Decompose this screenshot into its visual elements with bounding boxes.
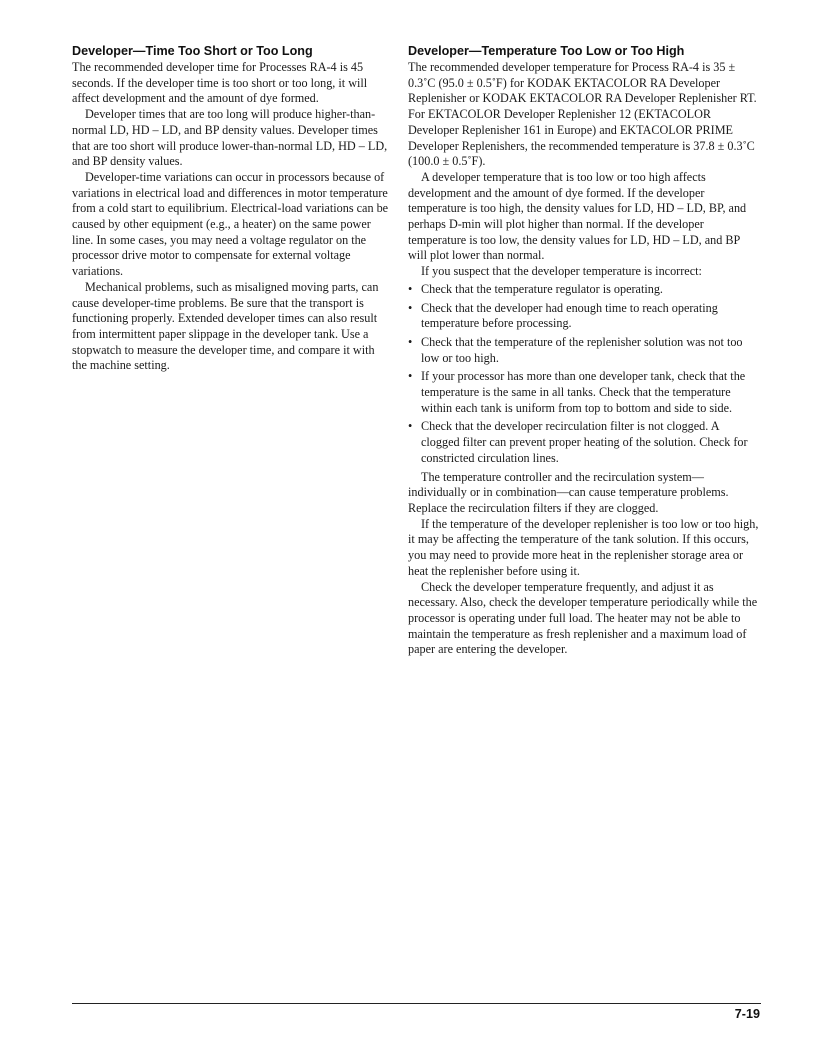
list-item-text: If your processor has more than one developer tank, check that the temperature is the same in all tanks. Check that the temperature within each tank is uniform from top to bottom and side to side. [421, 369, 746, 415]
body-paragraph: The recommended developer time for Processes RA-4 is 45 seconds. If the developer time is too short or too long, it will affect development and the amount of dye formed. [72, 60, 368, 106]
body-paragraph: If you suspect that the developer temperature is incorrect: [421, 264, 702, 279]
list-item-text: Check that the temperature of the replenisher solution was not too low or too high. [421, 334, 743, 365]
list-item-text: Check that the developer recirculation filter is not clogged. A clogged filter can prevent proper heating of the solution. Check for constricted circulation lines. [421, 419, 748, 465]
list-item [408, 282, 760, 298]
list-item [408, 419, 760, 466]
right-column [408, 44, 760, 658]
body-paragraph: If the temperature of the developer replenisher is too low or too high, it may be affecting the temperature of the tank solution. If this occurs, you may need to provide more heat in the replenisher storage area or heat the replenisher before using it. [408, 516, 759, 578]
body-paragraph: Check the developer temperature frequently, and adjust it as necessary. Also, check the developer temperature periodically while the processor is operating under full load. The heater may not be able to maintain the temperature as fresh replenisher and a maximum load of paper are entering the developer. [408, 579, 758, 657]
bullet-icon: • [408, 300, 413, 315]
body-paragraph: Developer-time variations can occur in processors because of variations in electrical load and differences in motor temperature from a cold start to equilibrium. Electrical-load variations can be caused by other equipment (e.g., a heater) on the same power line. In some cases, you may need a voltage regulator on the processor drive motor to compensate for external voltage variations. [72, 169, 389, 279]
body-paragraph: The recommended developer temperature for Process RA-4 is 35 ± 0.3˚C (95.0 ± 0.5˚F) for KODAK EKTACOLOR RA Developer Replenisher or KODAK EKTACOLOR RA Developer Replenisher RT. For EKTACOLOR Developer Replenisher 12 (EKTACOLOR Developer Replenisher 161 in Europe) and EKTACOLOR PRIME Developer Replenishers, the recommended temperature is 37.8 ± 0.3˚C (100.0 ± 0.5˚F). [408, 60, 757, 169]
bullet-icon: • [408, 369, 413, 384]
page-number: 7-19 [734, 1007, 760, 1021]
list-item [408, 369, 760, 416]
list-item-text: Check that the developer had enough time to reach operating temperature before processing. [421, 300, 718, 331]
body-paragraph: Developer times that are too long will produce higher-than-normal LD, HD – LD, and BP density values. Developer times that are too short will produce lower-than-normal LD, HD – LD, and BP density values. [72, 107, 388, 169]
section-heading-developer-time: Developer—Time Too Short or Too Long [72, 44, 313, 58]
list-item [408, 335, 760, 366]
checklist [408, 282, 760, 467]
footer-divider [72, 1003, 761, 1004]
left-column [72, 44, 390, 374]
body-paragraph: Mechanical problems, such as misaligned moving parts, can cause developer-time problems. Be sure that the transport is functioning properly. Extended developer times can also result from intermittent paper slippage in the developer tank. Use a stopwatch to measure the developer time, and compare it with the machine setting. [72, 279, 379, 373]
section-heading-developer-temperature: Developer—Temperature Too Low or Too High [408, 44, 685, 58]
list-item-text: Check that the temperature regulator is operating. [421, 281, 663, 296]
body-paragraph: A developer temperature that is too low or too high affects development and the amount of dye formed. If the developer temperature is too high, the density values for LD, HD – LD, BP, and perhaps D-min will plot higher than normal. If the developer temperature is too low, the density values for LD, HD – LD, and BP will plot lower than normal. [408, 169, 747, 263]
list-item [408, 301, 760, 332]
bullet-icon: • [408, 281, 413, 296]
bullet-icon: • [408, 334, 413, 349]
body-paragraph: The temperature controller and the recirculation system—individually or in combination—can cause temperature problems. Replace the recirculation filters if they are clogged. [408, 469, 729, 515]
bullet-icon: • [408, 419, 413, 434]
